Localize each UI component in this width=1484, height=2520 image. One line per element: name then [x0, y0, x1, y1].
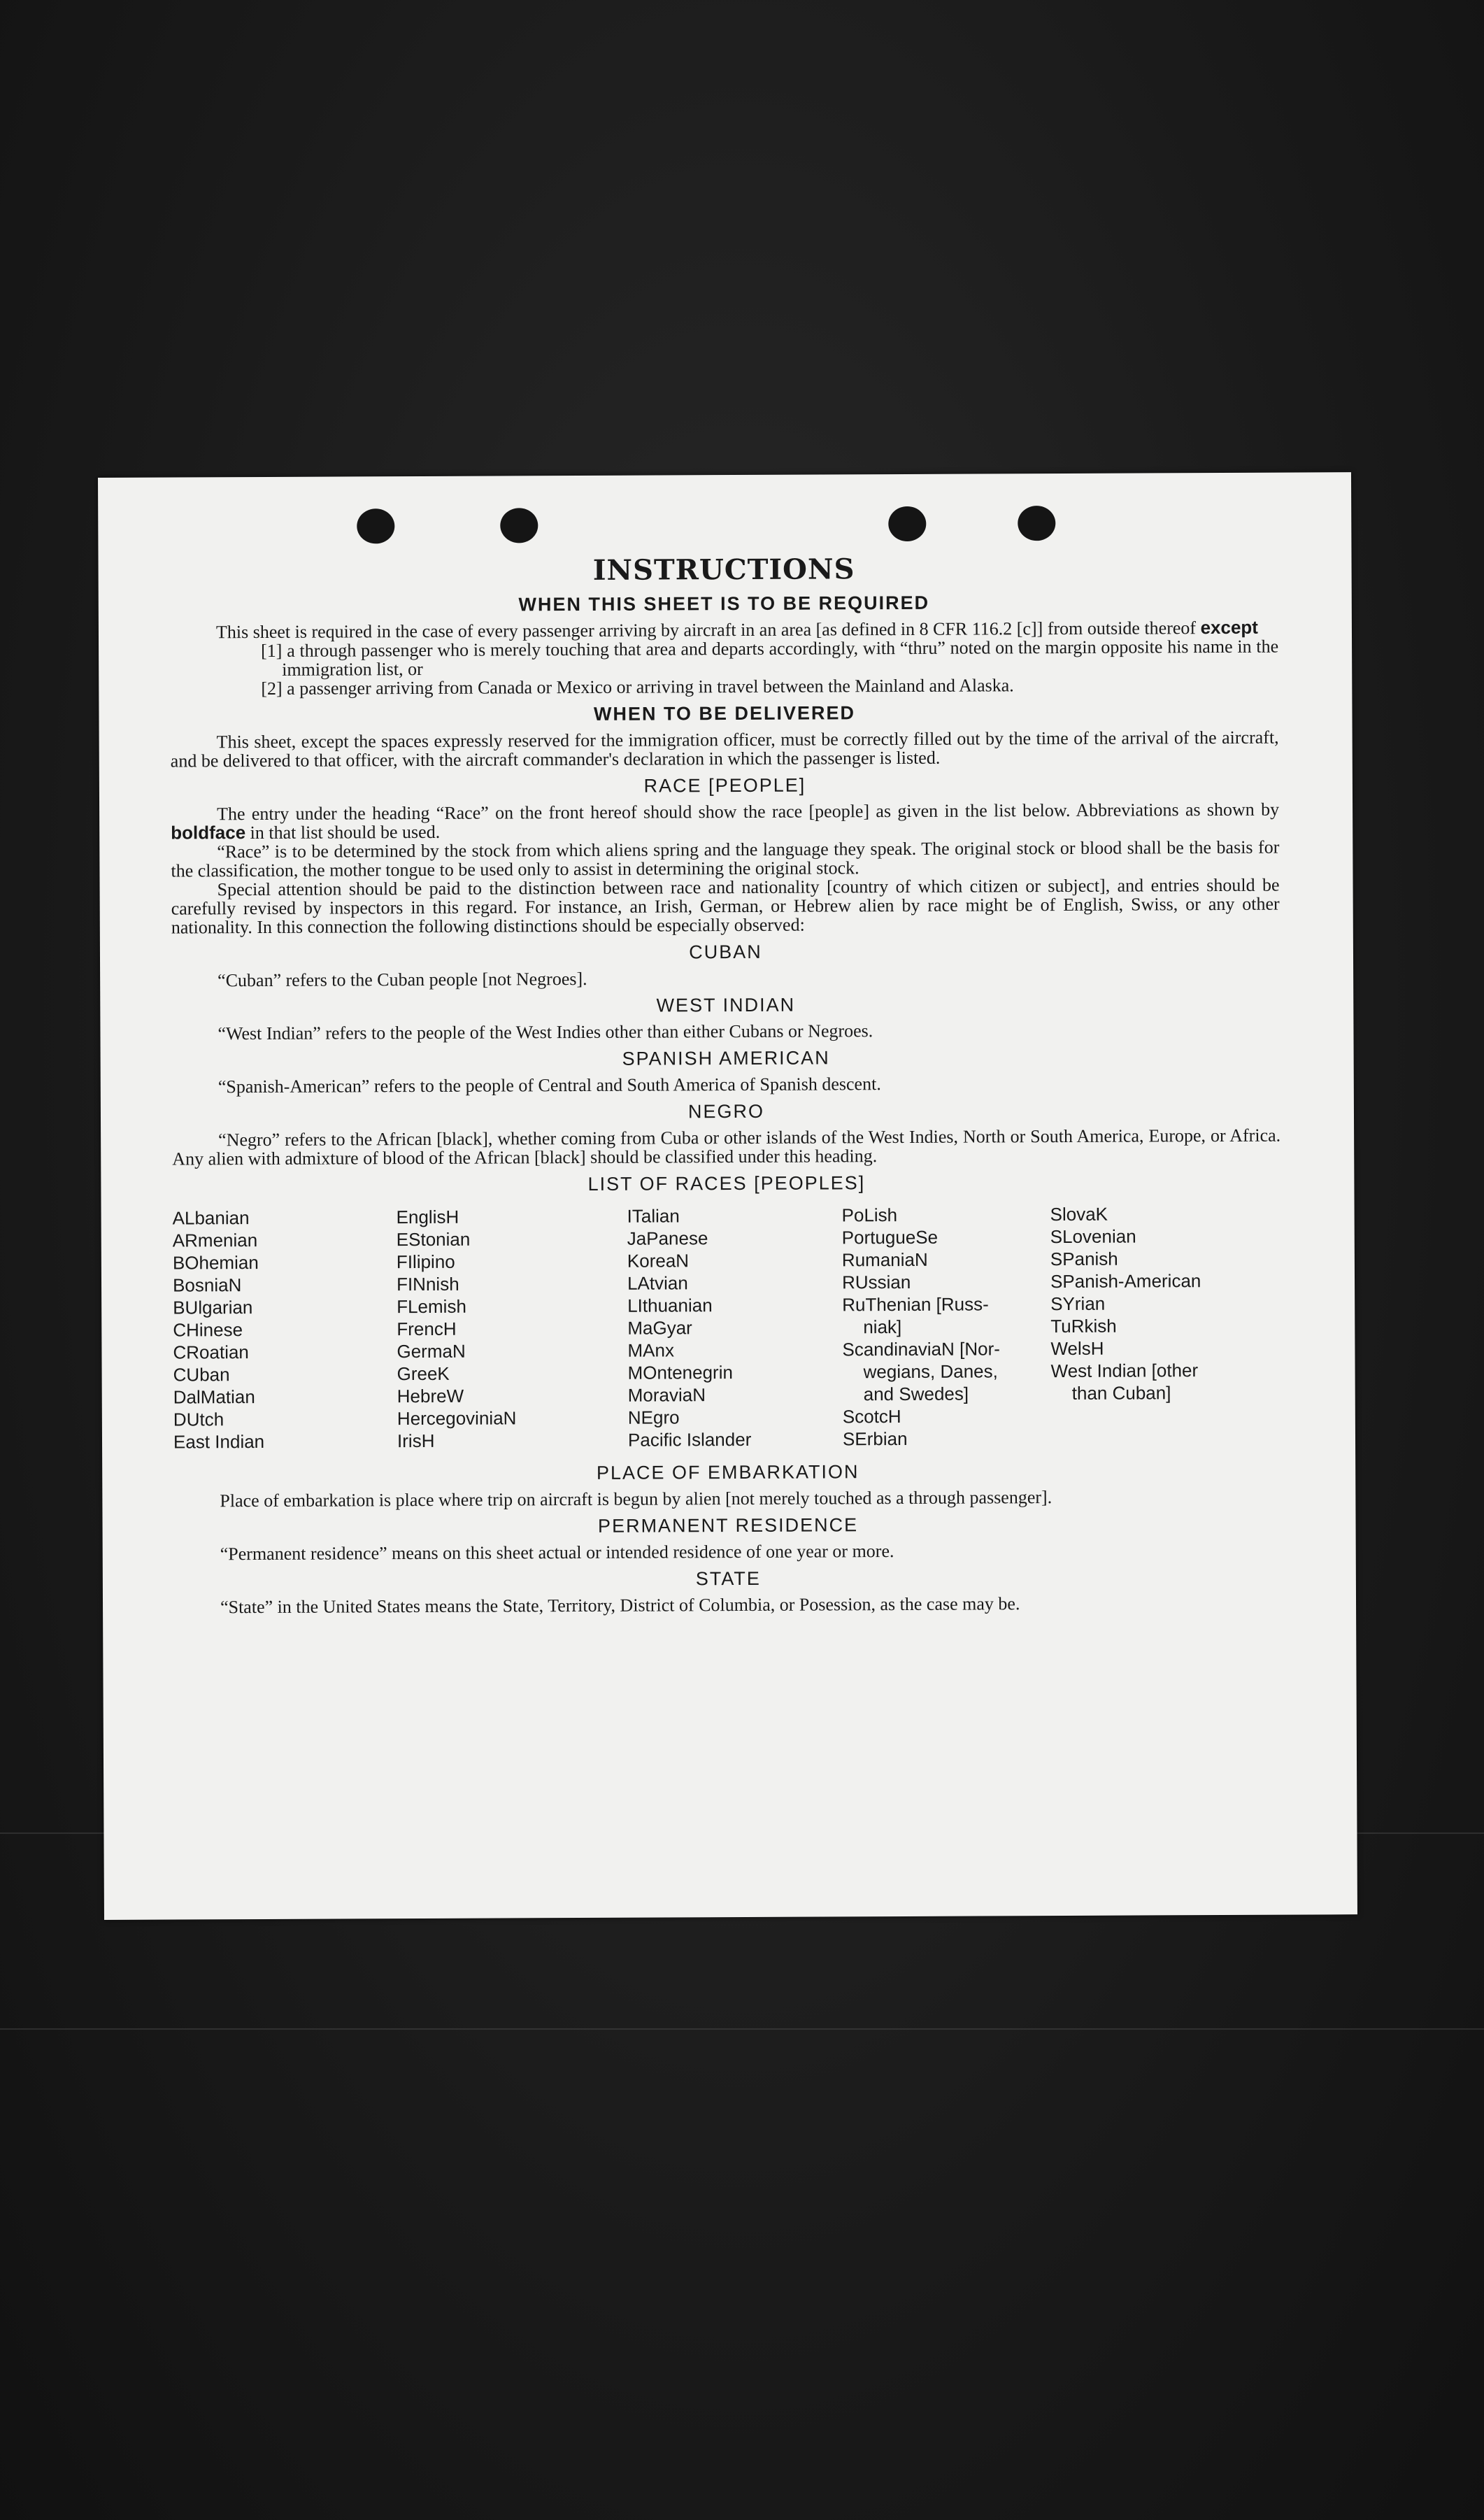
- section-heading-cuban: CUBAN: [689, 941, 762, 963]
- race-item: East Indian: [173, 1430, 265, 1453]
- race-item: SPanish: [1050, 1248, 1118, 1270]
- races-column: [173, 1206, 398, 1453]
- scan-artifact: [0, 2028, 1484, 2030]
- punch-hole: [500, 508, 538, 543]
- text: This sheet is required in the case of every passenger arriving by aircraft in an area [as defined in 8 CFR 116.2 [c]] from outside thereof: [215, 618, 1197, 643]
- list-item-2: [2] a passenger arriving from Canada or Mexico or arriving in travel between the Mainland and Alaska.: [261, 675, 1014, 699]
- document-sheet: [98, 472, 1357, 1920]
- text: in that list should be used.: [250, 821, 441, 843]
- race-item: BUlgarian: [173, 1297, 253, 1318]
- race-item: PoLish: [841, 1204, 898, 1226]
- paragraph-state: “State” in the United States means the State, Territory, District of Columbia, or Posession, as the case may be.: [220, 1593, 1020, 1618]
- race-item: ALbanian: [172, 1207, 250, 1229]
- punch-hole: [357, 508, 394, 543]
- race-item: GreeK: [397, 1362, 450, 1385]
- paragraph-cuban: “Cuban” refers to the Cuban people [not Negroes].: [217, 968, 587, 991]
- races-column: [1050, 1202, 1283, 1449]
- paragraph-race-1: [171, 800, 1279, 843]
- race-item: EStonian: [396, 1228, 471, 1251]
- race-item: BosniaN: [172, 1274, 242, 1296]
- section-heading-list-of-races: LIST OF RACES [PEOPLES]: [587, 1172, 866, 1195]
- paragraph-when-delivered: This sheet, except the spaces expressly reserved for the immigration officer, must be correctly filled out by the time of the arrival of the aircraft, and be delivered to that officer, with the aircraft commander's declaration in which the passenger is listed.: [170, 727, 1279, 771]
- race-item: CRoatian: [173, 1341, 249, 1363]
- race-item: FLemish: [397, 1295, 466, 1318]
- race-item: PortugueSe: [841, 1226, 939, 1248]
- paragraph-spanish-american: “Spanish-American” refers to the people of Central and South America of Spanish descent.: [217, 1074, 881, 1097]
- races-column: [842, 1203, 1052, 1450]
- section-heading-spanish-american: SPANISH AMERICAN: [622, 1047, 830, 1069]
- race-item: KoreaN: [627, 1250, 690, 1272]
- race-item: ITalian: [627, 1205, 680, 1227]
- race-item: Pacific Islander: [627, 1428, 752, 1451]
- paragraph-race-3: Special attention should be paid to the distinction between race and nationality [country of which citizen or subject], and entries should be carefully revised by inspectors in this regard. For instance, an Irish, German, or Hebrew alien by race might be of English, Swiss, or any other nationality. In this connection the following distinctions should be especially observed:: [171, 874, 1280, 938]
- race-item: RUssian: [841, 1271, 911, 1293]
- section-heading-residence: PERMANENT RESIDENCE: [597, 1514, 859, 1537]
- document-content: [169, 551, 1283, 1617]
- race-item: HebreW: [397, 1385, 464, 1407]
- race-item: GermaN: [397, 1340, 466, 1362]
- race-item: CUban: [173, 1364, 230, 1386]
- race-item: MOntenegrin: [627, 1362, 733, 1383]
- race-item: West Indian [other: [1050, 1360, 1199, 1382]
- race-item: SlovaK: [1050, 1203, 1108, 1225]
- text-boldface: boldface: [171, 822, 246, 843]
- section-heading-when-required: WHEN THIS SHEET IS TO BE REQUIRED: [518, 592, 930, 615]
- section-heading-state: STATE: [695, 1567, 761, 1590]
- text: The entry under the heading “Race” on the front hereof should show the race [people] as given in the list below. Abbreviations as shown by: [217, 799, 1280, 825]
- race-item: SLovenian: [1050, 1225, 1136, 1248]
- race-item: MAnx: [627, 1339, 674, 1361]
- race-item: ARmenian: [172, 1230, 258, 1251]
- list-item-1: [1] a through passenger who is merely touching that area and departs accordingly, with “thru” noted on the margin opposite his name in the immigration list, or: [261, 636, 1279, 680]
- race-item: wegians, Danes,: [863, 1360, 998, 1383]
- race-item: SYrian: [1050, 1293, 1106, 1315]
- race-item: HercegoviniaN: [397, 1407, 517, 1430]
- punch-hole: [888, 506, 926, 541]
- race-item: NEgro: [627, 1407, 680, 1428]
- text-except: except: [1200, 616, 1258, 639]
- race-item: MaGyar: [627, 1317, 692, 1339]
- race-item: niak]: [863, 1316, 902, 1338]
- race-item: DalMatian: [173, 1386, 255, 1408]
- race-item: FrencH: [397, 1318, 457, 1340]
- section-heading-west-indian: WEST INDIAN: [656, 994, 796, 1016]
- race-item: TuRkish: [1050, 1315, 1117, 1337]
- race-item: SErbian: [842, 1428, 908, 1450]
- race-item: BOhemian: [172, 1252, 259, 1274]
- section-heading-when-delivered: WHEN TO BE DELIVERED: [593, 702, 856, 725]
- race-item: RuThenian [Russ-: [842, 1293, 989, 1316]
- paragraph-negro: “Negro” refers to the African [black], whether coming from Cuba or other islands of the West Indies, North or South America, Europe, or Africa. Any alien with admixture of blood of the African [black] should be classified under this heading.: [172, 1125, 1281, 1169]
- races-column: [627, 1204, 843, 1451]
- race-item: SPanish-American: [1050, 1270, 1201, 1293]
- race-item: CHinese: [173, 1319, 243, 1341]
- section-heading-embarkation: PLACE OF EMBARKATION: [596, 1461, 859, 1483]
- race-item: ScotcH: [842, 1406, 901, 1428]
- punch-hole: [1018, 506, 1055, 541]
- race-item: IrisH: [397, 1430, 435, 1452]
- races-list: [173, 1202, 1283, 1453]
- race-item: MoraviaN: [627, 1384, 706, 1406]
- race-item: and Swedes]: [863, 1383, 969, 1405]
- page-title: INSTRUCTIONS: [592, 553, 855, 587]
- section-heading-negro: NEGRO: [687, 1100, 765, 1123]
- paragraph-residence: “Permanent residence” means on this sheet actual or intended residence of one year or more.: [220, 1541, 894, 1565]
- section-heading-race: RACE [PEOPLE]: [643, 774, 806, 797]
- race-item: ScandinaviaN [Nor-: [842, 1338, 1000, 1360]
- race-item: EnglisH: [396, 1206, 459, 1228]
- race-item: FIlipino: [396, 1251, 455, 1273]
- races-column: [397, 1205, 629, 1452]
- race-item: LAtvian: [627, 1272, 688, 1294]
- race-item: WelsH: [1050, 1337, 1104, 1360]
- paragraph-race-2: “Race” is to be determined by the stock from which aliens spring and the language they speak. The original stock or blood shall be the basis for the classification, the mother tongue to be used only to assist in determining the original stock.: [171, 837, 1280, 881]
- paragraph-embarkation: Place of embarkation is place where trip on aircraft is begun by alien [not merely touched as a through passenger].: [220, 1487, 1053, 1511]
- race-item: FINnish: [396, 1273, 459, 1295]
- race-item: than Cuban]: [1071, 1382, 1171, 1404]
- race-item: LIthuanian: [627, 1295, 713, 1316]
- race-item: RumaniaN: [841, 1248, 928, 1271]
- race-item: DUtch: [173, 1409, 224, 1430]
- paragraph-west-indian: “West Indian” refers to the people of the West Indies other than either Cubans or Negroes.: [217, 1020, 873, 1044]
- race-item: JaPanese: [627, 1227, 708, 1249]
